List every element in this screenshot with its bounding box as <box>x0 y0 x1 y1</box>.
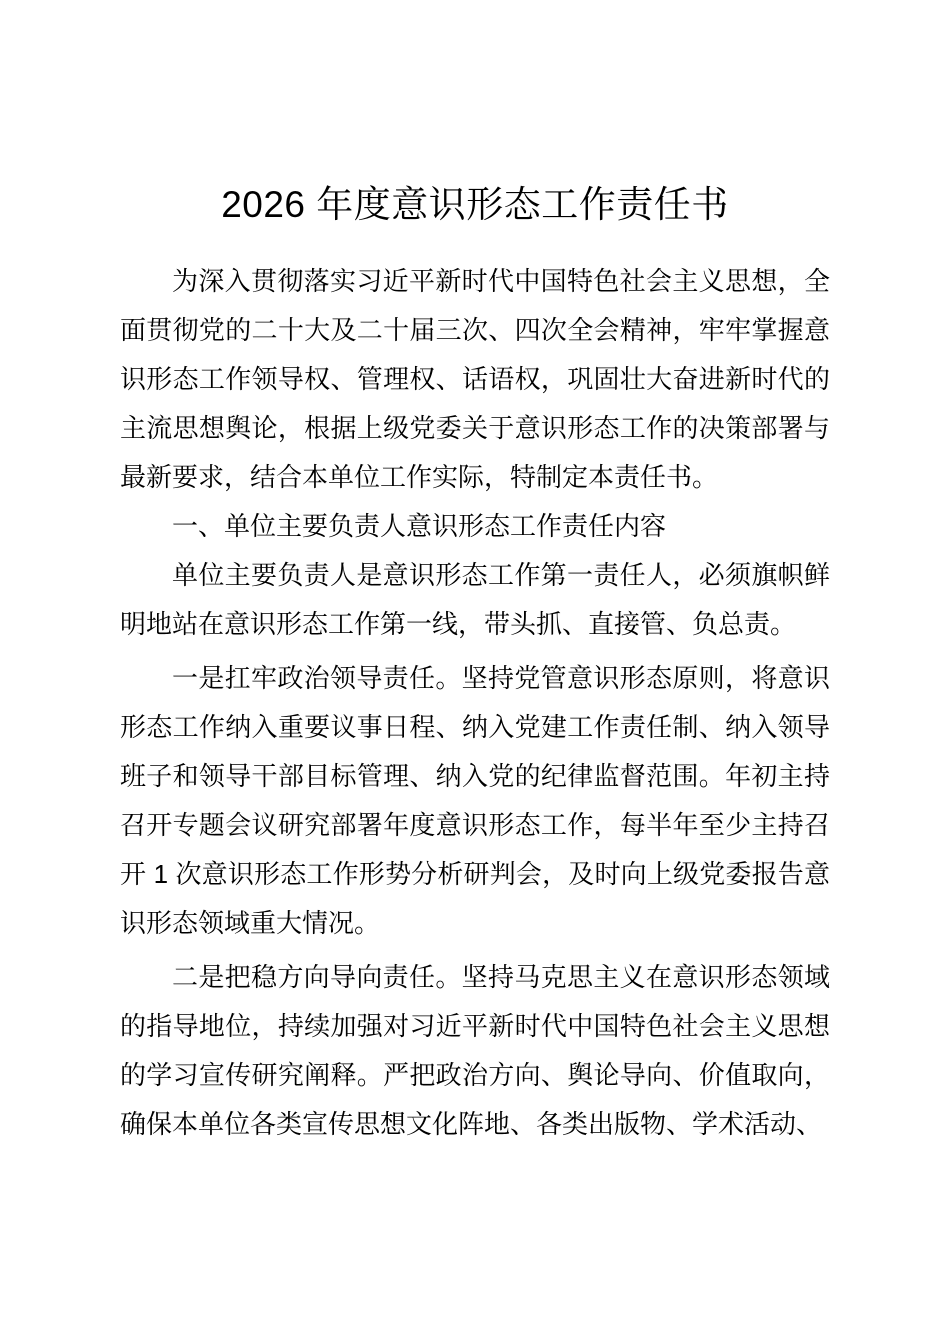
document-title: 2026 年度意识形态工作责任书 <box>221 184 729 225</box>
body-paragraph: 为深入贯彻落实习近平新时代中国特色社会主义思想，全面贯彻党的二十大及二十届三次、四次全会精神，牢牢掌握意识形态工作领导权、管理权、话语权，巩固壮大奋进新时代的主流思想舆论，根据上级党委关于意识形态工作的决策部署与最新要求，结合本单位工作实际，特制定本责任书。 <box>120 266 830 492</box>
document-body <box>120 257 830 1149</box>
section-heading: 一、单位主要负责人意识形态工作责任内容 <box>172 511 667 541</box>
body-paragraph: 单位主要负责人是意识形态工作第一责任人，必须旗帜鲜明地站在意识形态工作第一线，带头抓、直接管、负总责。 <box>120 560 830 639</box>
body-paragraph: 一是扛牢政治领导责任。坚持党管意识形态原则，将意识形态工作纳入重要议事日程、纳入党建工作责任制、纳入领导班子和领导干部目标管理、纳入党的纪律监督范围。年初主持召开专题会议研究部署年度意识形态工作，每半年至少主持召开 1 次意识形态工作形势分析研判会，及时向上级党委报告意识形态领域重大情况。 <box>120 663 830 938</box>
body-paragraph: 二是把稳方向导向责任。坚持马克思主义在意识形态领域的指导地位，持续加强对习近平新时代中国特色社会主义思想的学习宣传研究阐释。严把政治方向、舆论导向、价值取向，确保本单位各类宣传思想文化阵地、各类出版物、学术活动、 <box>120 962 830 1139</box>
